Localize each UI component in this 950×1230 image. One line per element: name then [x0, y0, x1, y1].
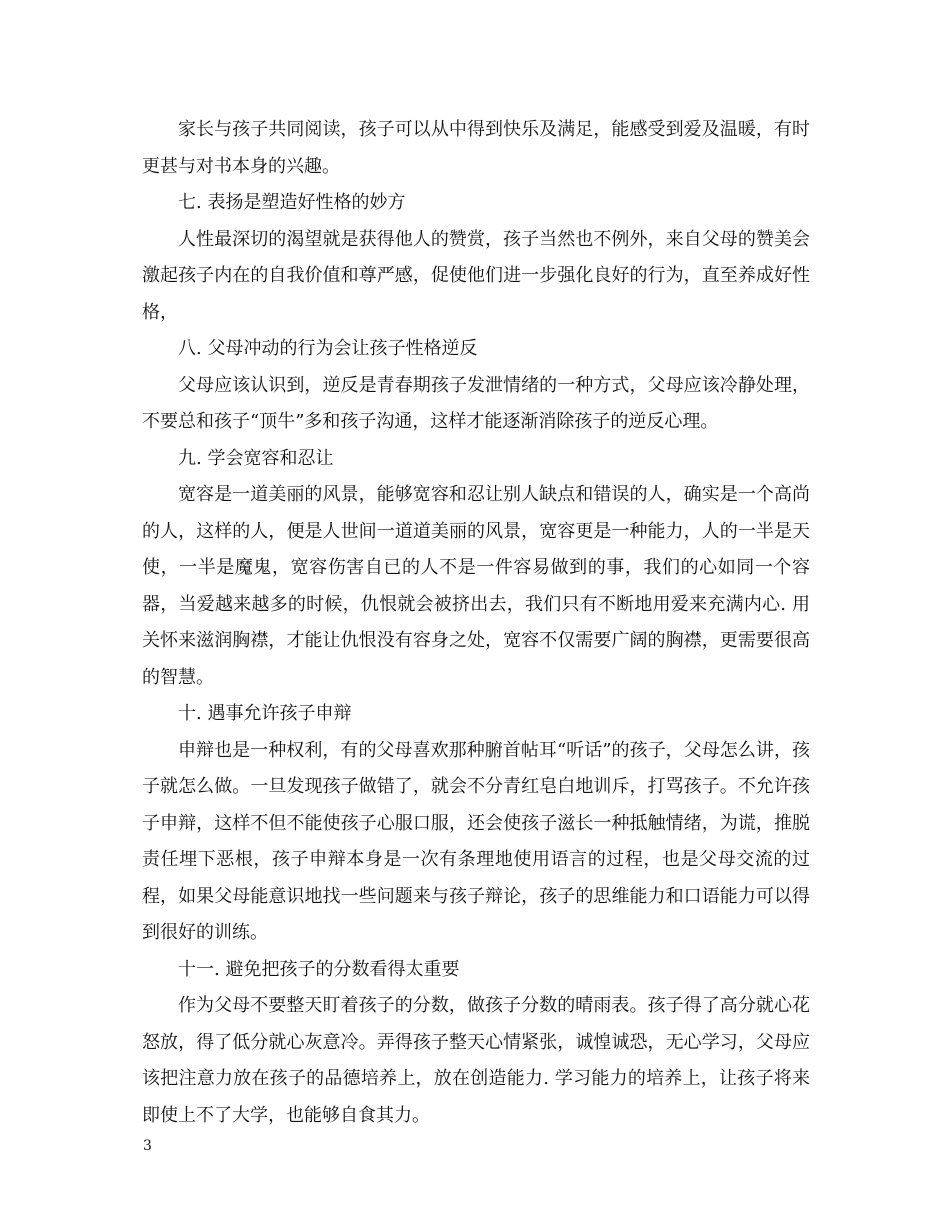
document-body — [142, 112, 810, 1134]
page-number: 3 — [143, 1138, 152, 1154]
paragraph-praise: 人性最深切的渴望就是获得他人的赞赏，孩子当然也不例外，来自父母的赞美会激起孩子内在的自我价值和尊严感，促使他们进一步强化良好的行为，直至养成好性格， — [142, 228, 810, 323]
section-heading-9: 九. 学会宽容和忍让 — [178, 447, 334, 469]
section-heading-10: 十. 遇事允许孩子申辩 — [178, 703, 352, 724]
section-heading-7: 七. 表扬是塑造好性格的妙方 — [178, 192, 406, 213]
section-heading-8: 八. 父母冲动的行为会让孩子性格逆反 — [178, 338, 478, 359]
paragraph-reading-together: 家长与孩子共同阅读，孩子可以从中得到快乐及满足，能感受到爱及温暖，有时更甚与对书本身的兴趣。 — [142, 119, 810, 177]
paragraph-rebellion: 父母应该认识到，逆反是青春期孩子发泄情绪的一种方式，父母应该冷静处理，不要总和孩子“顶牛”多和孩子沟通，这样才能逐渐消除孩子的逆反心理。 — [142, 374, 810, 432]
paragraph-tolerance: 宽容是一道美丽的风景，能够宽容和忍让别人缺点和错误的人，确实是一个高尚的人，这样的人，便是人世间一道道美丽的风景，宽容更是一种能力，人的一半是天使，一半是魔鬼，宽容伤害自已的人不是一件容易做到的事，我们的心如同一个容器，当爱越来越多的时候，仇恨就会被挤出去，我们只有不断地用爱来充满内心. 用关怀来滋润胸襟，才能让仇恨没有容身之处，宽容不仅需要广阔的胸襟，更需要很高的智慧。 — [142, 484, 810, 688]
paragraph-defense: 申辩也是一种权利，有的父母喜欢那种腑首帖耳“听话”的孩子，父母怎么讲，孩子就怎么做。一旦发现孩子做错了，就会不分青红皂白地训斥，打骂孩子。不允许孩子申辩，这样不但不能使孩子心服口服，还会使孩子滋长一种抵触情绪，为谎，推脱责任埋下恶根，孩子申辩本身是一次有条理地使用语言的过程，也是父母交流的过程，如果父母能意识地找一些问题来与孩子辩论，孩子的思维能力和口语能力可以得到很好的训练。 — [142, 739, 810, 943]
section-heading-11: 十一. 避免把孩子的分数看得太重要 — [178, 958, 460, 980]
paragraph-grades: 作为父母不要整天盯着孩子的分数，做孩子分数的晴雨表。孩子得了高分就心花怒放，得了低分就心灰意冷。弄得孩子整天心情紧张，诚惶诚恐，无心学习，父母应该把注意力放在孩子的品德培养上，放在创造能力. 学习能力的培养上，让孩子将来即使上不了大学，也能够自食其力。 — [142, 995, 810, 1126]
